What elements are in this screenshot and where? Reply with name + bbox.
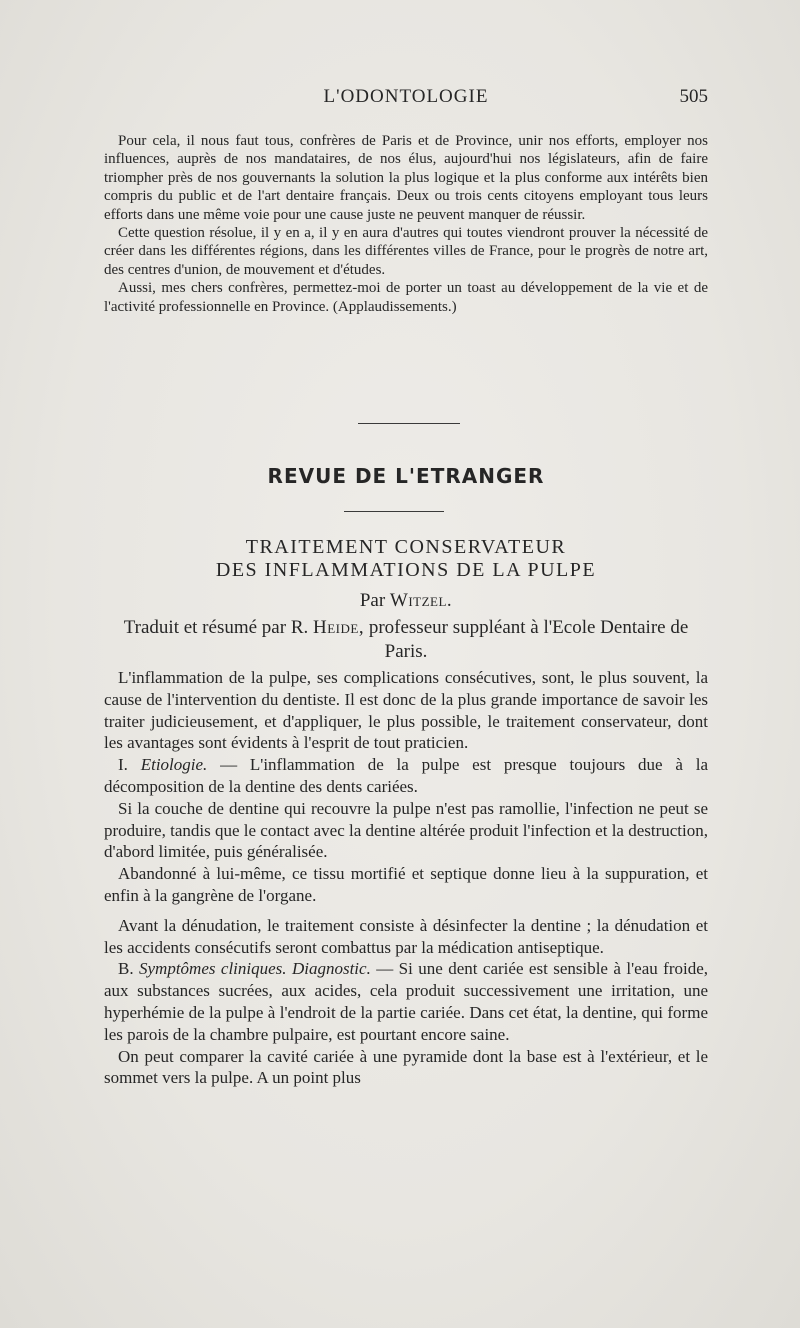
paragraph: Abandonné à lui-même, ce tissu mortifié et septique donne lieu à la suppuration, et enfin à la gangrène de l'organe. <box>104 864 708 905</box>
paragraph: Pour cela, il nous faut tous, confrères de Paris et de Province, unir nos efforts, employer nos influences, auprès de nos mandataires, de nos élus, aujourd'hui nos législateurs, afin de faire triompher près de nos gouvernants la solution la plus logique et la plus conforme aux intérêts bien compris du public et de l'art dentaire français. Deux ou trois cents citoyens employant tous leurs efforts dans une même voie pour une cause juste ne peuvent manquer de réussir. <box>104 133 708 223</box>
toast-conclusion <box>104 132 708 316</box>
translator-prefix: Traduit et résumé par R. <box>123 617 309 638</box>
article-body <box>104 667 708 1089</box>
section-divider <box>358 423 460 424</box>
author-name: Witzel. <box>389 590 453 611</box>
byline-prefix: Par <box>359 590 386 611</box>
subsection-heading: Symptômes cliniques. Diagnostic. <box>139 959 371 979</box>
paragraph <box>104 958 708 1045</box>
byline <box>104 590 708 612</box>
section-divider <box>344 511 444 512</box>
translator-credit <box>104 616 708 664</box>
section-number: B. <box>118 959 134 979</box>
running-head <box>104 86 708 114</box>
paragraph-text: — L'inflammation de la pulpe est presque toujours due à la décomposition de la dentine des dents cariées. <box>104 755 708 796</box>
paragraph <box>104 754 708 798</box>
page-number: 505 <box>679 86 708 107</box>
subsection-heading: Etiologie. <box>140 755 208 775</box>
paragraph: Cette question résolue, il y en a, il y en aura d'autres qui toutes viendront prouver la nécessité de créer dans les différentes régions, dans les différentes villes de France, pour le progrès de notre art, des centres d'union, de mouvement et d'études. <box>104 225 708 278</box>
paragraph-text: — Si une dent cariée est sensible à l'eau froide, aux substances sucrées, aux acides, cela produit successivement une irritation, une hyperhémie de la pulpe à l'endroit de la partie cariée. Dans cet état, la dentine, qui forme les parois de la chambre pulpaire, est pourtant encore saine. <box>104 959 708 1044</box>
journal-title: L'ODONTOLOGIE <box>323 86 489 107</box>
article-title-line: DES INFLAMMATIONS DE LA PULPE <box>215 559 597 581</box>
translator-name: Heide, <box>313 617 365 638</box>
paragraph: Avant la dénudation, le traitement consiste à désinfecter la dentine ; la dénudation et les accidents consécutifs seront combattus par la médication antiseptique. <box>104 915 708 957</box>
paragraph: On peut comparer la cavité cariée à une pyramide dont la base est à l'extérieur, et le sommet vers la pulpe. A un point plus <box>104 1046 708 1088</box>
paragraph: Si la couche de dentine qui recouvre la pulpe n'est pas ramollie, l'infection ne peut se produire, tandis que le contact avec la dentine altérée produit l'infection et la destruction, d'abord limitée, puis généralisée. <box>104 798 708 862</box>
paragraph: Aussi, mes chers confrères, permettez-moi de porter un toast au développement de la vie et de l'activité professionnelle en Province. (Applaudissements.) <box>104 280 708 315</box>
section-heading: REVUE DE L'ETRANGER <box>267 464 545 488</box>
paragraph: L'inflammation de la pulpe, ses complications consécutives, sont, le plus souvent, la cause de l'intervention du dentiste. Il est donc de la plus grande importance de savoir les traiter judicieusement, et d'appliquer, le plus possible, le traitement conservateur, dont les avantages sont évidents à l'esprit de tout praticien. <box>104 668 708 753</box>
article-title-line: TRAITEMENT CONSERVATEUR <box>245 536 567 558</box>
section-number: I. <box>118 755 128 775</box>
translator-role: professeur suppléant à l'Ecole Dentaire de Paris. <box>368 617 689 662</box>
